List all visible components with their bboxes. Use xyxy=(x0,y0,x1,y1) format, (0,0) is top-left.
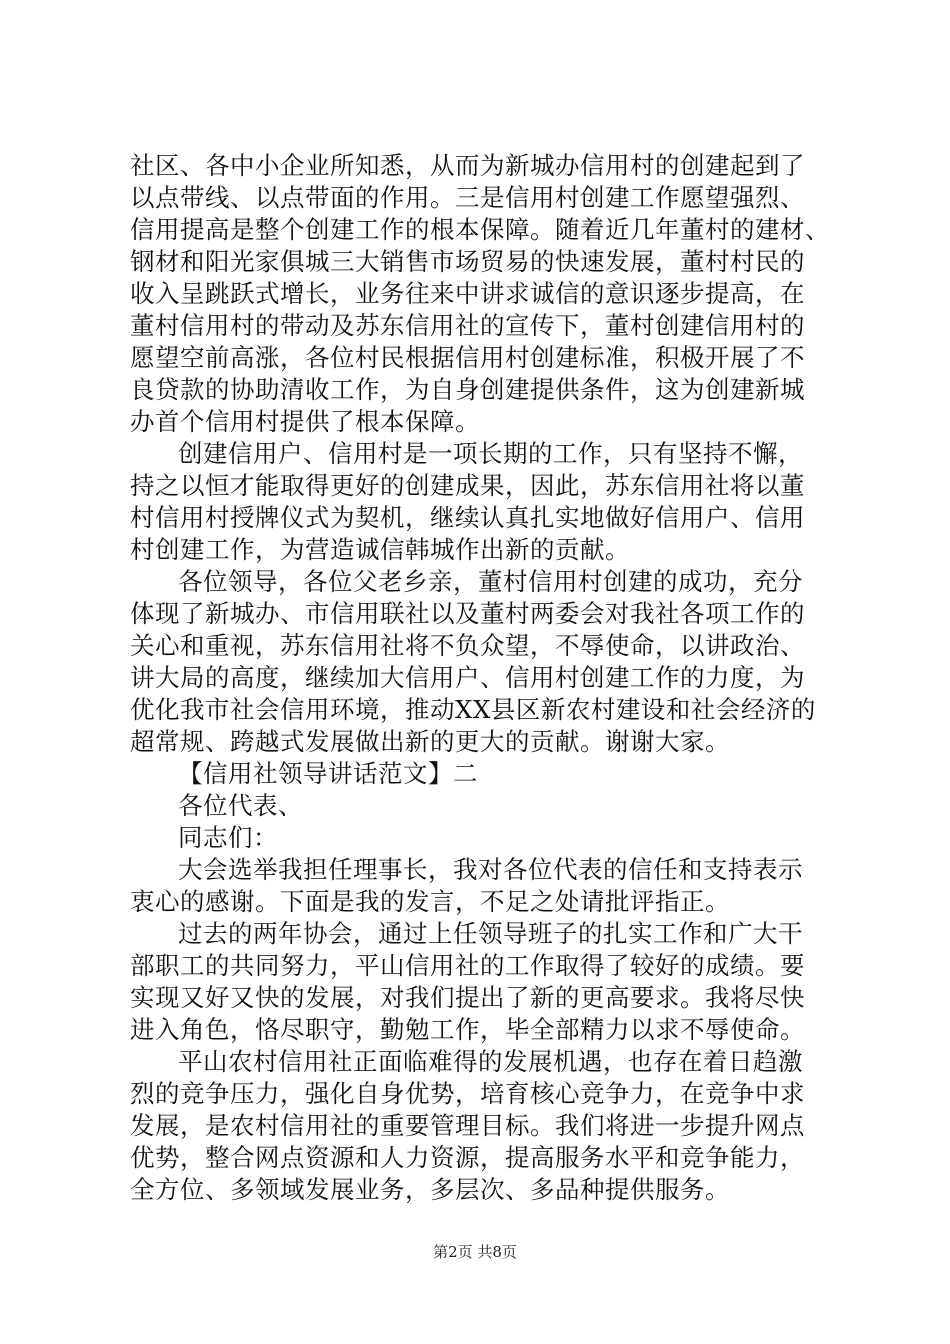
text-line: 创建信用户、信用村是一项长期的工作，只有坚持不懈， xyxy=(178,439,803,468)
text-line: 村信用村授牌仪式为契机，继续认真扎实地做好信用户、信用 xyxy=(130,503,805,532)
text-line: 全方位、多领域发展业务，多层次、多品种提供服务。 xyxy=(130,1175,730,1204)
text-line: 信用提高是整个创建工作的根本保障。随着近几年董村的建材、 xyxy=(130,215,830,244)
text-line: 【信用社领导讲话范文】二 xyxy=(178,759,478,788)
text-line: 过去的两年协会，通过上任领导班子的扎实工作和广大干 xyxy=(178,919,803,948)
text-line: 进入角色，恪尽职守，勤勉工作，毕全部精力以求不辱使命。 xyxy=(130,1015,805,1044)
page-footer: 第2页 共8页 xyxy=(433,1243,517,1261)
text-line: 以点带线、以点带面的作用。三是信用村创建工作愿望强烈、 xyxy=(130,183,805,212)
text-line: 超常规、跨越式发展做出新的更大的贡献。谢谢大家。 xyxy=(130,727,730,756)
text-line: 优化我市社会信用环境，推动XX县区新农村建设和社会经济的 xyxy=(130,695,816,724)
text-line: 持之以恒才能取得更好的创建成果，因此，苏东信用社将以董 xyxy=(130,471,805,500)
text-line: 社区、各中小企业所知悉，从而为新城办信用村的创建起到了 xyxy=(130,151,805,180)
text-line: 村创建工作，为营造诚信韩城作出新的贡献。 xyxy=(130,535,630,564)
text-line: 发展，是农村信用社的重要管理目标。我们将进一步提升网点 xyxy=(130,1111,805,1140)
text-line: 各位领导，各位父老乡亲，董村信用村创建的成功，充分 xyxy=(178,567,803,596)
text-line: 部职工的共同努力，平山信用社的工作取得了较好的成绩。要 xyxy=(130,951,805,980)
text-line: 良贷款的协助清收工作，为自身创建提供条件，这为创建新城 xyxy=(130,375,805,404)
text-line: 各位代表、 xyxy=(178,791,303,820)
text-line: 办首个信用村提供了根本保障。 xyxy=(130,407,480,436)
text-line: 关心和重视，苏东信用社将不负众望，不辱使命，以讲政治、 xyxy=(130,631,805,660)
text-line: 体现了新城办、市信用联社以及董村两委会对我社各项工作的 xyxy=(130,599,805,628)
text-line: 收入呈跳跃式增长，业务往来中讲求诚信的意识逐步提高，在 xyxy=(130,279,805,308)
text-line: 衷心的感谢。下面是我的发言，不足之处请批评指正。 xyxy=(130,887,730,916)
text-line: 讲大局的高度，继续加大信用户、信用村创建工作的力度，为 xyxy=(130,663,805,692)
text-line: 实现又好又快的发展，对我们提出了新的更高要求。我将尽快 xyxy=(130,983,805,1012)
text-line: 大会选举我担任理事长，我对各位代表的信任和支持表示 xyxy=(178,855,803,884)
text-line: 优势，整合网点资源和人力资源，提高服务水平和竞争能力， xyxy=(130,1143,805,1172)
document-body xyxy=(130,150,830,1206)
text-line: 同志们： xyxy=(178,823,278,852)
text-line: 愿望空前高涨，各位村民根据信用村创建标准，积极开展了不 xyxy=(130,343,805,372)
text-line: 钢材和阳光家俱城三大销售市场贸易的快速发展，董村村民的 xyxy=(130,247,805,276)
text-line: 董村信用村的带动及苏东信用社的宣传下，董村创建信用村的 xyxy=(130,311,805,340)
text-line: 烈的竞争压力，强化自身优势，培育核心竞争力，在竞争中求 xyxy=(130,1079,805,1108)
text-line: 平山农村信用社正面临难得的发展机遇，也存在着日趋激 xyxy=(178,1047,803,1076)
